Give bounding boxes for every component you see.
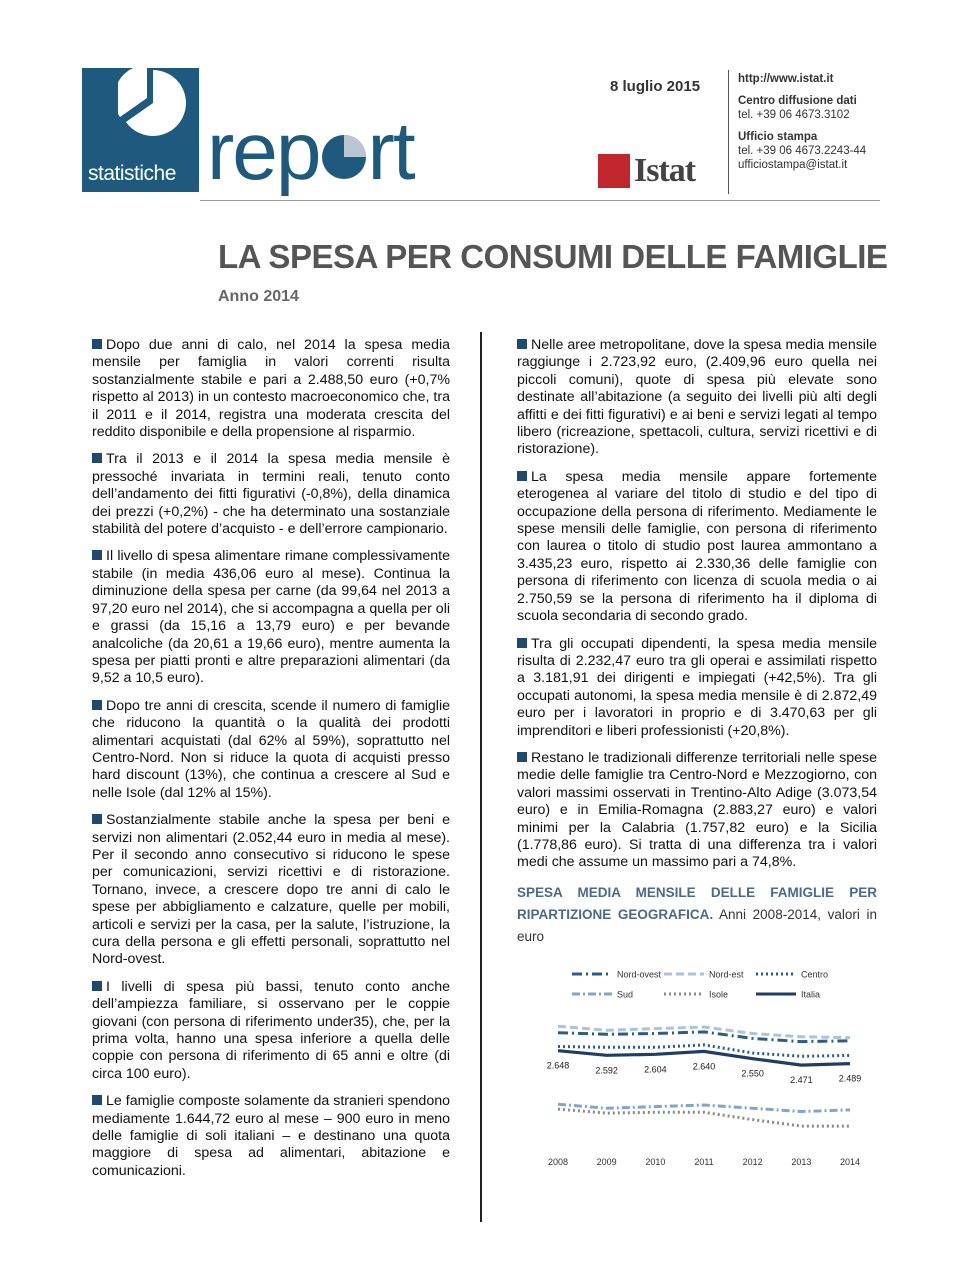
- series-line: [558, 1032, 850, 1042]
- paragraph: Sostanzialmente stabile anche la spesa per beni e servizi non alimentari (2.052,44 euro in media al mese). Per il secondo anno consecutivo si riducono le spese per comunicazioni, servizi ricettivi e di ristorazione. Tornano, invece, a crescere dopo tre anni di calo le spese per abbigliamento e calzature, quelle per mobili, articoli e servizi per la casa, per la salute, l’istruzione, la cura della persona e gli effetti personali, soprattutto nel Nord-ovest.: [92, 812, 450, 968]
- data-label: 2.489: [838, 1073, 862, 1084]
- istat-logo: [598, 152, 695, 190]
- paragraph: Tra il 2013 e il 2014 la spesa media mensile è pressoché invariata in termini reali, tenuto conto dell’andamento dei fitti figurativi (-0,8%), della dinamica dei prezzi (+0,2%) - che ha determinato una sostanziale stabilità del potere d’acquisto - e dell’errore campionario.: [92, 451, 450, 538]
- paragraph: Nelle aree metropolitane, dove la spesa media mensile raggiunge i 2.723,92 euro, (2.409,96 euro quella nei piccoli comuni), quote di spesa più elevate sono destinate all’abitazione (a seguito dei livelli più alti degli affitti e dei fitti figurativi) e ai beni e servizi legati al tempo libero (ricreazione, spettacoli, cultura, servizi ricettivi e di ristorazione).: [517, 337, 877, 458]
- bullet-square-icon: [517, 471, 527, 481]
- bullet-square-icon: [517, 339, 527, 349]
- paragraph: Dopo due anni di calo, nel 2014 la spesa media mensile per famiglia in valori correnti risulta sostanzialmente stabile e pari a 2.488,50 euro (+0,7% rispetto al 2013) in un contesto macroeconomico che, tra il 2011 e il 2014, registra una moderata crescita del reddito disponibile e della propensione al risparmio.: [92, 337, 450, 441]
- paragraph: Dopo tre anni di crescita, scende il numero di famiglie che riducono la quantità o la qualità dei prodotti alimentari acquistati (dal 62% al 59%), soprattutto nel Centro-Nord. Non si riduce la quota di acquisti presso hard discount (13%), che continua a crescere al Sud e nelle Isole (dal 12% al 15%).: [92, 697, 450, 801]
- left-column: [92, 337, 450, 1190]
- legend-label: Centro: [801, 969, 829, 980]
- x-tick-label: 2009: [596, 1157, 617, 1167]
- ufficio-email[interactable]: ufficiostampa@istat.it: [738, 159, 848, 171]
- istat-flag-icon: [598, 154, 630, 188]
- data-label: 2.550: [741, 1068, 764, 1079]
- x-tick-label: 2011: [694, 1157, 714, 1167]
- legend-label: Sud: [617, 989, 634, 1000]
- bullet-square-icon: [92, 453, 102, 463]
- paragraph: Il livello di spesa alimentare rimane complessivamente stabile (in media 436,06 euro al mese). Continua la diminuzione della spesa per carne (da 99,64 nel 2013 a 97,20 euro nel 2014), che si accompagna a quella per oli e grassi (da 15,16 a 13,79 euro) e per bevande analcoliche (da 20,61 a 19,66 euro), mentre aumenta la spesa per piatti pronti e altre preparazioni alimentari (da 9,52 a 10,5 euro).: [92, 548, 450, 687]
- bullet-square-icon: [92, 700, 102, 710]
- pie-chart-icon: [118, 68, 188, 138]
- legend-label: Nord-est: [709, 969, 744, 980]
- legend-label: Nord-ovest: [617, 969, 662, 980]
- x-tick-label: 2014: [839, 1157, 861, 1167]
- x-tick-label: 2008: [547, 1157, 569, 1167]
- x-tick-label: 2012: [742, 1157, 763, 1167]
- x-tick-label: 2010: [645, 1157, 666, 1167]
- logo-text: statistiche: [88, 162, 176, 185]
- report-wordmark: [207, 106, 414, 197]
- bullet-square-icon: [92, 550, 102, 560]
- bullet-square-icon: [92, 1095, 102, 1105]
- report-date: 8 luglio 2015: [610, 78, 701, 95]
- page-subtitle: Anno 2014: [218, 288, 299, 305]
- series-line: [558, 1104, 850, 1111]
- ufficio-label: Ufficio stampa: [738, 131, 818, 143]
- series-line: [558, 1109, 850, 1126]
- paragraph: Le famiglie composte solamente da stranieri spendono mediamente 1.644,72 euro al mese – 900 euro in meno delle famiglie di soli italiani – e destinano una quota maggiore di spesa ad alimentari, abitazione e comunicazioni.: [92, 1093, 450, 1179]
- data-label: 2.640: [692, 1061, 716, 1072]
- bullet-square-icon: [517, 752, 527, 762]
- centro-label: Centro diffusione dati: [738, 95, 857, 107]
- report-word-post: rt: [367, 106, 414, 197]
- header-divider: [728, 70, 729, 194]
- paragraph: I livelli di spesa più bassi, tenuto conto anche dell’ampiezza familiare, si osservano per le coppie giovani (con persona di riferimento under35), che, per la prima volta, hanno una spesa inferiore a quella delle coppie con persona di riferimento di 65 anni e oltre (di circa 100 euro).: [92, 978, 450, 1082]
- istat-wordmark: Istat: [634, 152, 696, 189]
- paragraph: Restano le tradizionali differenze territoriali nelle spese medie delle famiglie tra Centro-Nord e Mezzogiorno, con valori massimi osservati in Trentino-Alto Adige (3.073,54 euro) e in Emilia-Romagna (2.883,27 euro) e valori minimi per la Calabria (1.757,82 euro) e la Sicilia (1.778,86 euro). Si tratta di una differenza tra i valori medi che assume un massimo pari a 74,8%.: [517, 749, 877, 871]
- statistiche-logo: [82, 68, 199, 192]
- data-label: 2.592: [595, 1065, 618, 1076]
- centro-tel: tel. +39 06 4673.3102: [738, 109, 850, 121]
- website-link[interactable]: http://www.istat.it: [738, 73, 834, 85]
- line-chart: [540, 962, 870, 1172]
- paragraph: La spesa media mensile appare fortemente eterogenea al variare del titolo di studio e del tipo di occupazione della persona di riferimento. Mediamente le spese mensili delle famiglie, con persona di riferimento con laurea o titolo di studio post laurea ammontano a 3.435,23 euro, rispetto ai 2.330,36 delle famiglie con persona di riferimento con licenza di scuola media o ai 2.750,59 se la persona di riferimento ha il diploma di scuola secondaria di secondo grado.: [517, 468, 877, 625]
- report-o-pie-icon: [320, 133, 368, 181]
- data-label: 2.471: [790, 1075, 813, 1086]
- right-column: [517, 337, 877, 948]
- bullet-square-icon: [517, 638, 527, 648]
- bullet-square-icon: [92, 814, 102, 824]
- paragraph: Tra gli occupati dipendenti, la spesa media mensile risulta di 2.232,47 euro tra gli operai e assimilati rispetto a 3.181,91 dei dirigenti e impiegati (+42,5%). Tra gli occupati autonomi, la spesa media mensile è di 2.872,49 euro per i lavoratori in proprio e di 3.470,63 per gli imprenditori e liberi professionisti (+20,8%).: [517, 635, 877, 739]
- bullet-square-icon: [92, 339, 102, 349]
- legend-label: Italia: [801, 989, 821, 1000]
- header-rule: [200, 200, 880, 201]
- legend-label: Isole: [709, 989, 729, 1000]
- page-title: LA SPESA PER CONSUMI DELLE FAMIGLIE: [218, 238, 888, 275]
- ufficio-tel: tel. +39 06 4673.2243-44: [738, 145, 867, 157]
- data-label: 2.648: [546, 1060, 570, 1071]
- x-tick-label: 2013: [791, 1157, 812, 1167]
- report-word-pre: rep: [207, 106, 320, 197]
- bullet-square-icon: [92, 981, 102, 991]
- column-divider: [480, 332, 482, 1222]
- chart-caption: SPESA MEDIA MENSILE DELLE FAMIGLIE PER RIPARTIZIONE GEOGRAFICA. Anni 2008-2014, valori in euro: [517, 884, 877, 944]
- contacts-block: [738, 72, 866, 172]
- data-label: 2.604: [644, 1064, 667, 1075]
